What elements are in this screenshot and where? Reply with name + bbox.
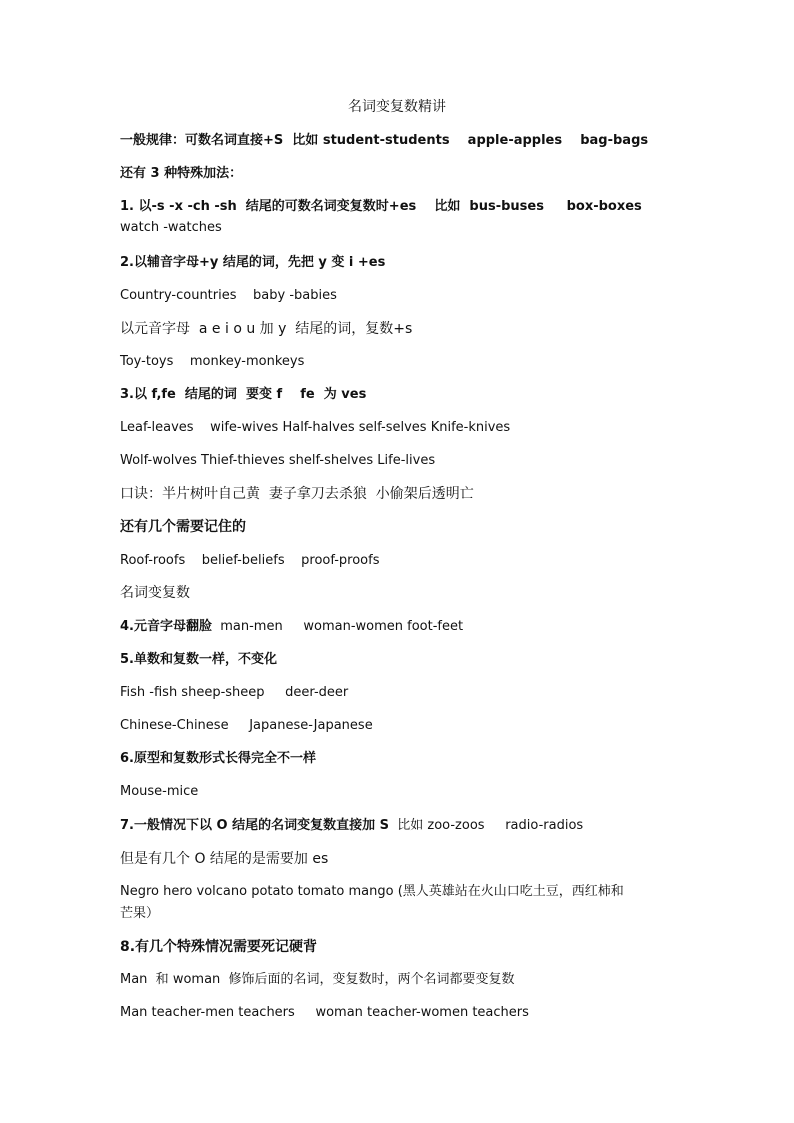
- rule2-vowel-note: 以元音字母 a e i o u 加 y 结尾的词，复数+s: [120, 321, 413, 337]
- rule2-heading: 2.以辅音字母+y 结尾的词，先把 y 变 i +es: [120, 255, 386, 270]
- general-rule: 一般规律：可数名词直接+S 比如 student-students apple-apples bag-bags: [120, 133, 649, 148]
- rule5-heading: 5.单数和复数一样，不变化: [120, 652, 277, 667]
- rule7-example: 比如 zoo-zoos radio-radios: [388, 818, 584, 833]
- rule3-example-2: Wolf-wolves Thief-thieves shelf-shelves Life-lives: [120, 453, 436, 468]
- rule6-example: Mouse-mice: [120, 784, 199, 799]
- rule4-line: [120, 618, 463, 636]
- rule4-heading: 4.元音字母翻脸: [120, 619, 212, 634]
- rule7-exception-example: Negro hero volcano potato tomato mango (黑人英雄站在火山口吃土豆，西红柿和: [120, 884, 624, 899]
- rule1-heading: 1. 以-s -x -ch -sh 结尾的可数名词变复数时+es 比如 bus-buses box-boxes: [120, 199, 642, 214]
- rule7-exception-example-cont: 芒果）: [120, 906, 160, 921]
- rule3-example-1: Leaf-leaves wife-wives Half-halves self-selves Knife-knives: [120, 420, 511, 435]
- rule2-vowel-example: Toy-toys monkey-monkeys: [120, 354, 305, 369]
- rule5-example-2: Chinese-Chinese Japanese-Japanese: [120, 718, 373, 733]
- rule5-example-1: Fish -fish sheep-sheep deer-deer: [120, 685, 349, 700]
- page-title: 名词变复数精讲: [348, 99, 446, 115]
- mnemonic: 口诀：半片树叶自己黄 妻子拿刀去杀狼 小偷架后透明亡: [120, 486, 474, 502]
- three-special-heading: 还有 3 种特殊加法：: [120, 166, 243, 181]
- rule7-line: [120, 817, 583, 835]
- rule8-example: Man teacher-men teachers woman teacher-women teachers: [120, 1005, 529, 1020]
- rule8-heading: 8.有几个特殊情况需要死记硬背: [120, 939, 318, 955]
- remember-example: Roof-roofs belief-beliefs proof-proofs: [120, 553, 380, 568]
- rule2-example: Country-countries baby -babies: [120, 288, 337, 303]
- rule7-heading: 7.一般情况下以 O 结尾的名词变复数直接加 S: [120, 818, 389, 833]
- rule3-heading: 3.以 f,fe 结尾的词 要变 f fe 为 ves: [120, 387, 367, 402]
- rule4-example: man-men woman-women foot-feet: [211, 619, 464, 634]
- rule8-description: Man 和 woman 修饰后面的名词，变复数时，两个名词都要变复数: [120, 972, 515, 987]
- rule6-heading: 6.原型和复数形式长得完全不一样: [120, 751, 316, 766]
- rule1-heading-cont: watch -watches: [120, 220, 222, 235]
- remember-heading: 还有几个需要记住的: [120, 519, 246, 535]
- section-subtitle: 名词变复数: [120, 585, 190, 601]
- rule7-exception-note: 但是有几个 O 结尾的是需要加 es: [120, 851, 329, 867]
